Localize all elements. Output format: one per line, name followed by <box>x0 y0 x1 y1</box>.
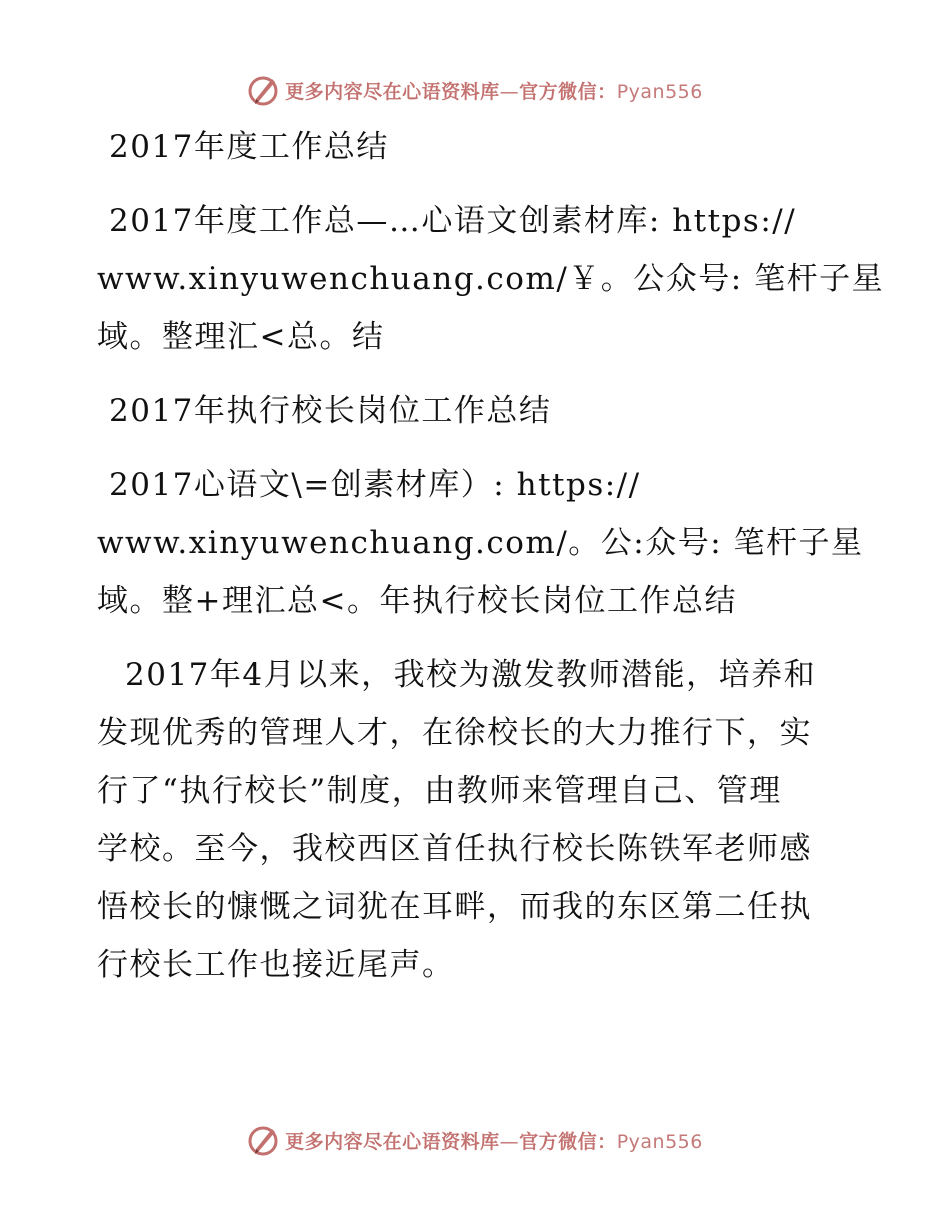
quill-circle-logo-icon <box>247 73 281 107</box>
paragraph-line: 域。整理汇<总。结 <box>97 319 385 355</box>
paragraph-line: 2017心语文\=创素材库）: https:// <box>109 467 641 503</box>
doc-title: 2017年度工作总结 <box>109 129 389 165</box>
paragraph-line: 行了“执行校长”制度，由教师来管理自己、管理 <box>97 773 782 809</box>
quill-circle-logo-icon <box>247 1123 281 1157</box>
paragraph-line: 学校。至今，我校西区首任执行校长陈铁军老师感 <box>97 831 812 867</box>
paragraph-line: 发现优秀的管理人才，在徐校长的大力推行下，实 <box>97 715 812 751</box>
section-heading: 2017年执行校长岗位工作总结 <box>109 393 552 429</box>
document-body <box>97 118 885 994</box>
banner-text: 更多内容尽在心语资料库—官方微信：Pyan556 <box>285 80 703 103</box>
paragraph-line: www.xinyuwenchuang.com/。公:众号: 笔杆子星 <box>97 525 864 561</box>
paragraph-line: 行校长工作也接近尾声。 <box>97 947 455 983</box>
header-banner <box>0 70 950 110</box>
wechat-id: Pyan556 <box>616 80 703 103</box>
paragraph-line: 2017年4月以来，我校为激发教师潜能，培养和 <box>125 657 817 693</box>
paragraph-line: www.xinyuwenchuang.com/￥。公众号: 笔杆子星 <box>97 261 885 297</box>
footer-banner <box>0 1120 950 1160</box>
banner-text: 更多内容尽在心语资料库—官方微信：Pyan556 <box>285 1130 703 1153</box>
paragraph-line: 2017年度工作总—…心语文创素材库: https:// <box>109 203 797 239</box>
wechat-id: Pyan556 <box>616 1130 703 1153</box>
paragraph-line: 悟校长的慷慨之词犹在耳畔，而我的东区第二任执 <box>97 889 812 925</box>
paragraph-line: 域。整+理汇总<。年执行校长岗位工作总结 <box>97 583 737 619</box>
